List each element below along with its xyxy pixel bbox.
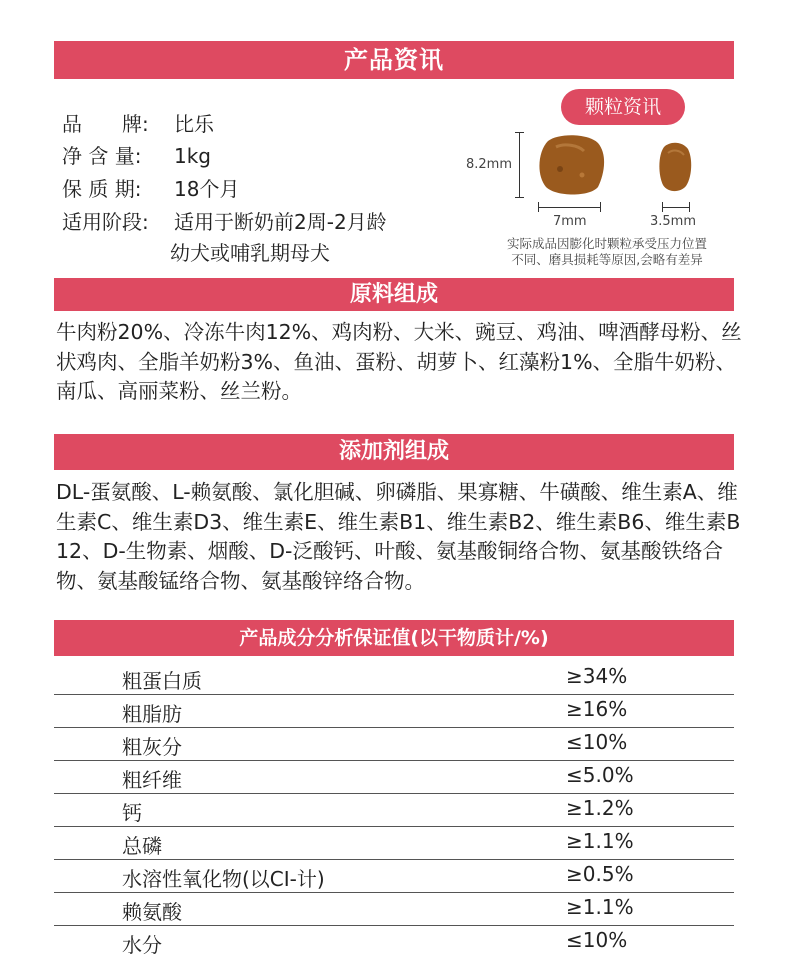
spec-stage (62, 207, 387, 237)
product-info-title: 产品资讯 (344, 46, 444, 74)
spec-label: 品 牌: (62, 112, 149, 136)
kibble-small-image (658, 141, 692, 193)
spec-label: 适用阶段: (62, 210, 149, 234)
nutrient-value: ≥34% (566, 664, 628, 688)
nutrient-name: 粗纤维 (122, 768, 182, 792)
nutrient-name: 粗灰分 (122, 735, 182, 759)
table-row (54, 760, 734, 794)
spec-value: 18个月 (174, 177, 240, 201)
table-row (54, 661, 734, 695)
raw-materials-title: 原料组成 (349, 282, 438, 307)
width-dimension-cap (600, 202, 601, 212)
spec-label: 净 含 量: (62, 144, 142, 168)
additives-text: DL-蛋氨酸、L-赖氨酸、氯化胆碱、卵磷脂、果寡糖、牛磺酸、维生素A、维生素C、维生素D3、维生素E、维生素B1、维生素B2、维生素B6、维生素B12、D-生物素、烟酸、D-泛酸钙、叶酸、氨基酸铜络合物、氨基酸铁络合物、氨基酸锰络合物、氨基酸锌络合物。 (56, 480, 741, 593)
height-dimension-line (519, 132, 520, 198)
nutrient-value: ≤10% (566, 730, 628, 754)
width-dimension-cap (662, 202, 663, 212)
table-row (54, 925, 734, 958)
analysis-title: 产品成分分析保证值(以干物质计/%) (239, 627, 549, 649)
width-dimension-line-small (662, 207, 690, 208)
nutrient-value: ≥0.5% (566, 862, 634, 886)
kibble-note-line2: 不同、磨具损耗等原因,会略有差异 (511, 252, 703, 267)
spec-brand (62, 109, 214, 139)
spec-value: 比乐 (174, 112, 214, 136)
raw-materials-text: 牛肉粉20%、冷冻牛肉12%、鸡肉粉、大米、豌豆、鸡油、啤酒酵母粉、丝状鸡肉、全脂羊奶粉3%、鱼油、蛋粉、胡萝卜、红藻粉1%、全脂牛奶粉、南瓜、高丽菜粉、丝兰粉。 (56, 320, 742, 403)
nutrient-name: 钙 (122, 801, 142, 825)
nutrient-name: 粗脂肪 (122, 702, 182, 726)
nutrient-name: 赖氨酸 (122, 900, 182, 924)
spec-shelf-life (62, 174, 239, 204)
nutrient-value: ≥1.1% (566, 829, 634, 853)
spec-stage-continued: 幼犬或哺乳期母犬 (170, 241, 330, 265)
product-info-header (54, 41, 734, 79)
kibble-large-image (538, 133, 608, 199)
kibble-height-label: 8.2mm (466, 157, 513, 172)
nutrient-value: ≤10% (566, 928, 628, 952)
spec-value: 1kg (174, 144, 212, 168)
table-row (54, 859, 734, 893)
table-row (54, 826, 734, 860)
nutrient-value: ≥1.2% (566, 796, 634, 820)
raw-materials-header (54, 278, 734, 311)
kibble-note-line1: 实际成品因膨化时颗粒承受压力位置 (506, 236, 707, 251)
nutrient-value: ≥1.1% (566, 895, 634, 919)
table-row (54, 694, 734, 728)
additives-title: 添加剂组成 (338, 439, 449, 464)
analysis-header (54, 620, 734, 656)
nutrient-name: 水分 (122, 933, 162, 957)
height-dimension-cap-bottom (515, 197, 524, 198)
spec-label: 保 质 期: (62, 177, 142, 201)
spec-net-weight (62, 141, 211, 171)
width-dimension-cap (538, 202, 539, 212)
table-row (54, 793, 734, 827)
spec-value: 适用于断奶前2周-2月龄 (174, 210, 387, 234)
nutrient-value: ≤5.0% (566, 763, 634, 787)
table-row (54, 727, 734, 761)
width-dimension-line-large (538, 207, 601, 208)
nutrient-value: ≥16% (566, 697, 628, 721)
nutrient-name: 水溶性氧化物(以CI-计) (122, 867, 325, 891)
nutrient-name: 总磷 (122, 834, 162, 858)
kibble-small-width-label: 3.5mm (650, 214, 697, 229)
width-dimension-cap (689, 202, 690, 212)
nutrient-name: 粗蛋白质 (122, 669, 202, 693)
kibble-info-badge: 颗粒资讯 (561, 89, 685, 125)
table-row (54, 892, 734, 926)
additives-header (54, 434, 734, 470)
height-dimension-cap-top (515, 132, 524, 133)
kibble-large-width-label: 7mm (553, 214, 587, 229)
